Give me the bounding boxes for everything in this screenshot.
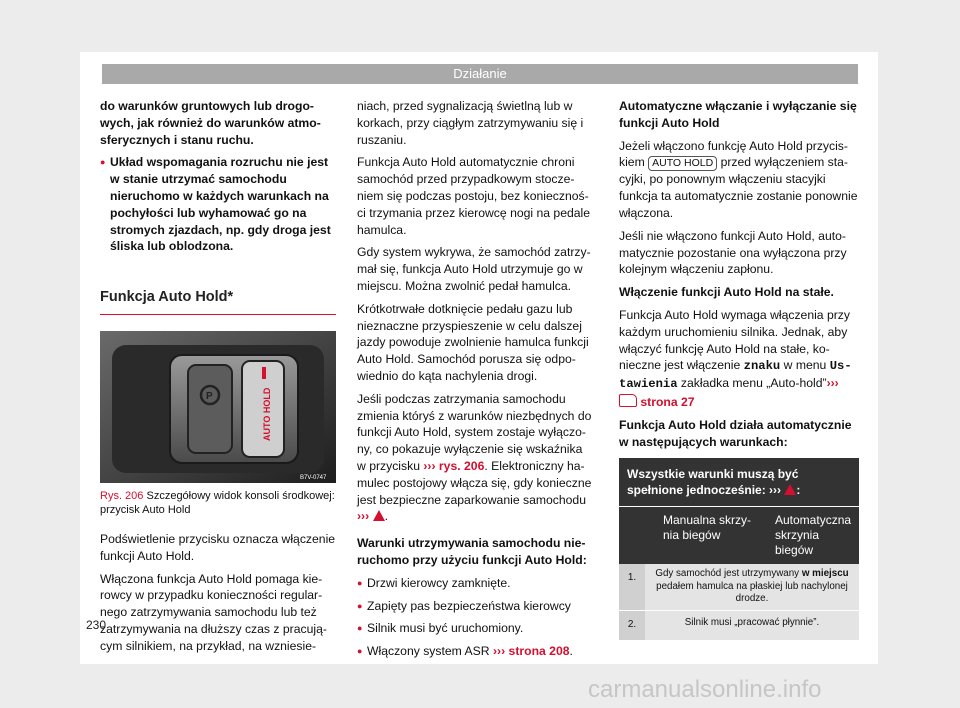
list-item — [357, 643, 593, 660]
figure-caption — [100, 489, 336, 517]
paragraph: Krótkotrwałe dotknięcie pedału gazu lub nieznaczne przyspieszenie w celu dalszej jazdy powoduje zwolnienie hamulca funkcji Auto Hold. Samochód porusza się odpowiednio do kąta nachylenia drogi. — [357, 301, 589, 383]
manual-page — [80, 52, 878, 664]
menu-term: Ustawienia — [619, 359, 852, 392]
text: Jeżeli włączono funkcję Auto Hold przyciskiem — [619, 138, 848, 170]
warning-icon — [784, 484, 796, 495]
ref-arrow[interactable]: ››› — [769, 483, 782, 498]
text: w miejscu — [801, 568, 849, 580]
list-item: ● Drzwi kierowcy zamknięte. — [357, 575, 593, 592]
warning-link[interactable]: ››› — [357, 509, 370, 524]
subheading: Funkcja Auto Hold działa automatycznie w następujących warunkach: — [619, 417, 852, 449]
svg-text:P: P — [206, 390, 213, 402]
console-illustration — [100, 331, 336, 483]
subheading: Włączenie funkcji Auto Hold na stałe. — [619, 285, 834, 300]
table-header-manual: Manualna skrzynia biegów — [663, 513, 752, 543]
auto-hold-indicator-led — [262, 367, 266, 379]
table-row — [619, 564, 859, 611]
text: Funkcja Auto Hold wymaga włączenia przy każdym uruchomieniu silnika. Jednak, aby włączyć funkcję Auto Hold na stałe, konieczne jest włączenie — [619, 307, 850, 373]
text: Jeśli podczas zatrzymania samochodu zmienia któryś z warunków niezbędnych do funkcji Auto Hold, system zostaje wyłączony, co pokazuje wyłączenie się wskaźnika w przycisku — [357, 391, 592, 473]
chapter-header: Działanie — [102, 64, 858, 84]
text: Włączony system ASR — [367, 644, 490, 659]
table-header-automatic: Automatyczna skrzynia biegów — [775, 513, 852, 558]
table-row — [619, 611, 859, 641]
page-link[interactable]: ››› strona 208 — [492, 644, 570, 659]
list-item: ● Zapięty pas bezpieczeństwa kierowcy — [357, 598, 593, 615]
auto-hold-console-photo — [100, 331, 336, 483]
watermark: carmanualsonline.info — [588, 676, 822, 703]
page-link[interactable]: strona 27 — [640, 394, 695, 409]
subheading: Automatyczne włączanie i wyłączanie się funkcji Auto Hold — [619, 99, 857, 130]
table-header-empty — [619, 507, 657, 564]
photo-code: B7V-0747 — [300, 474, 327, 481]
table-header-row — [619, 506, 859, 564]
page-number: 230 — [86, 618, 107, 632]
list-item: ● Silnik musi być uruchomiony. — [357, 620, 593, 637]
auto-hold-key: AUTO HOLD — [648, 156, 717, 171]
subheading: Warunki utrzymywania samochodu nieruchomo przy użyciu funkcji Auto Hold: — [357, 536, 587, 567]
paragraph — [357, 391, 593, 525]
paragraph: Podświetlenie przycisku oznacza włączenie funkcji Auto Hold. — [100, 531, 336, 563]
text: zakładka menu „Auto-hold” — [680, 376, 827, 391]
conditions-table — [619, 458, 859, 640]
row-number: 2. — [619, 611, 645, 640]
figure-link[interactable]: ››› rys. 206 — [423, 458, 485, 473]
photo-button-label: AUTO HOLD — [262, 387, 272, 441]
paragraph: Jeśli nie włączono funkcji Auto Hold, automatycznie pozostanie ona wyłączona przy kolejnym włączeniu zapłonu. — [619, 228, 847, 277]
paragraph — [619, 138, 859, 222]
text: . — [384, 509, 388, 524]
paragraph: Włączona funkcja Auto Hold pomaga kierowcy w przypadku konieczności regularnego zatrzymywania samochodu lub też zatrzymywania na dłuższy czas z pracującym silnikiem, na przykład, na wzniesie- — [100, 571, 327, 653]
warning-text-continued: do warunków gruntowych lub drogowych, jak również do warunków atmosferycznych i stanu ruchu. — [100, 99, 321, 147]
warning-bullet: ● Układ wspomagania rozruchu nie jest w stanie utrzymać samochodu nieruchomo w każdych warunkach na pochyłości lub wyhamować go na stromych zjazdach, np. gdy droga jest śliska lub oblodzona. — [100, 154, 336, 255]
paragraph: Gdy system wykrywa, że samochód zatrzymał się, funkcja Auto Hold utrzymuje go w miejscu. Można zwolnić pedał hamulca. — [357, 245, 591, 293]
text: . — [569, 644, 573, 659]
table-title: Wszystkie warunki muszą być spełnione jednocześnie: ››› : — [619, 458, 859, 506]
row-text — [645, 564, 859, 610]
ref-arrow[interactable]: ››› — [826, 376, 839, 391]
row-text: Silnik musi „pracować płynnie”. — [645, 611, 859, 640]
text: Wszystkie warunki muszą być spełnione jednocześnie: — [627, 467, 799, 498]
text: przed wyłączeniem stacyjki, po ponownym włączeniu stacyjki funkcja ta automatycznie zostanie ponownie włączona. — [619, 155, 858, 220]
section-title: Funkcja Auto Hold* — [100, 289, 336, 315]
menu-term: znaku — [743, 359, 781, 374]
paragraph — [619, 307, 859, 411]
text: . Elektroniczny hamulec postojowy włącza się, gdy konieczne jest bezpieczne zaparkowanie samochodu — [357, 458, 592, 507]
text: w menu — [783, 358, 827, 373]
figure-ref: Rys. 206 — [100, 489, 144, 502]
warning-icon — [373, 510, 385, 521]
figure-caption-text: Szczegółowy widok konsoli środkowej: przycisk Auto Hold — [100, 489, 335, 516]
book-icon — [619, 394, 637, 407]
row-number: 1. — [619, 564, 645, 610]
text: Gdy samochód jest utrzymywany — [655, 568, 800, 580]
text: pedałem hamulca na płaskiej lub nachylonej drodze. — [656, 580, 848, 605]
paragraph: niach, przed sygnalizacją świetlną lub w korkach, przy ciągłym zatrzymywaniu się i ruszaniu. — [357, 99, 584, 147]
paragraph: Funkcja Auto Hold automatycznie chroni samochód przed przypadkowym stoczeniem się podczas postoju, bez konieczności trzymania przez kierowcę nogi na pedale hamulca. — [357, 155, 591, 237]
column-3 — [619, 98, 859, 641]
column-2 — [357, 98, 593, 666]
column-1 — [100, 98, 336, 661]
